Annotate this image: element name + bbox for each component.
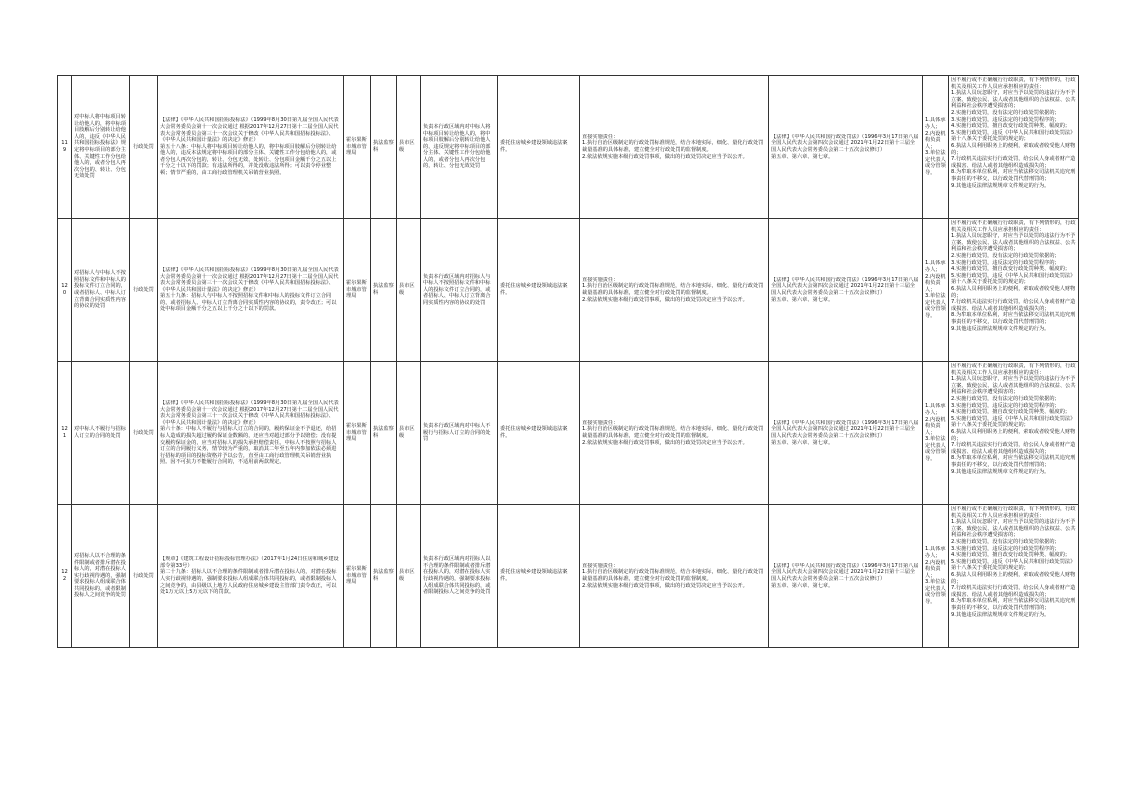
item-name: 对中标人将中标项目转让给他人的，将中标项目肢解后分别转让给他人的，违反《中华人民共和国招标投标法》规定将中标项目的部分主体、关键性工作分包给他人的，或者分包人再次分包的、转让、分包无效处罚 bbox=[72, 76, 130, 219]
implementing-unit: 执法监察科 bbox=[371, 219, 397, 362]
admin-level: 县市区级 bbox=[397, 219, 421, 362]
liability-clauses: 因不履行或不正确履行行政职责，有下列情形的，行政机关及相关工作人员应承担相应的责任： 1.执法人员玩忽职守，对应当予以处罚的违法行为不予立案、致使公民、法人或者其他组织的合法权益、公共利益和社会秩序遭受损害的； 2.实施行政处罚，没有法定的行政处罚依据的； 3.实施行政处罚，违反法定的行政处罚程序的； 4.实施行政处罚，擅自改变行政处罚种类、幅度的； 5.实施行政处罚，违反《中华人民共和国行政处罚法》第十八条关于委托处罚的规定的； 6.执法人员利用职务上的便利，索取或者收受他人财物的； 7.行政机关违法实行行政处罚，给公民人身或者财产造成损害、给法人或者其他组织造成损失的； 8.为牟取本单位私利，对应当依法移交司法机关追究刑事责任的不移交，以行政处罚代替刑罚的； 9.其他违反法律法规规章文件规定的行为。 bbox=[949, 505, 1079, 648]
remark: 委托住房城乡建设领域违法案件。 bbox=[498, 362, 580, 505]
admin-level: 县市区级 bbox=[397, 76, 421, 219]
power-list-table-page bbox=[57, 75, 1079, 648]
row-number: 122 bbox=[58, 505, 72, 648]
legal-basis: 【法律】《中华人民共和国招标投标法》（1999年8月30日第九届全国人民代表大会常务委员会第十一次会议通过 根据2017年12月27日第十二届全国人民代表大会常务委员会第三十一次会议关于修改《中华人民共和国招标投标法》、《中华人民共和国计量法》的决定》修正） 第六十条：中标人不履行与招标人订立的合同的，履约保证金不予退还，给招标人造成的损失超过履约保证金数额的，还应当对超过部分予以赔偿；没有提交履约保证金的，应当对招标人的损失承担赔偿责任。中标人不按照与招标人订立的合同履行义务，情节较为严重的，取消其二年至五年内参加依法必须进行招标的项目的投标资格并予以公告，直至由工商行政管理机关吊销营业执照。因不可抗力不能履行合同的，不适用前两款规定。 bbox=[158, 362, 344, 505]
accountable-persons: 1.具体承办人； 2.内设机构负责人； 3.单位法定代表人或分管领导。 bbox=[923, 219, 949, 362]
item-name: 对招标人与中标人不按照招标文件和中标人的投标文件订立合同的，或者招标人、中标人订立背离合同实质性内容的协议的处罚 bbox=[72, 219, 130, 362]
department: 霍尔果斯市城市管理局 bbox=[344, 219, 371, 362]
power-list-table bbox=[57, 75, 1079, 648]
responsibility-basis: 【法律】《中华人民共和国行政处罚法》（1996年3月17日第八届全国人民代表大会第四次会议通过 2021年1月22日第十三届全国人民代表大会常务委员会第二十五次会议修订） 第五章、第六章、第七章。 bbox=[769, 505, 923, 648]
department: 霍尔果斯市城市管理局 bbox=[344, 505, 371, 648]
accountable-persons: 1.具体承办人； 2.内设机构负责人； 3.单位法定代表人或分管领导。 bbox=[923, 505, 949, 648]
department: 霍尔果斯市城市管理局 bbox=[344, 76, 371, 219]
item-type: 行政处罚 bbox=[130, 505, 158, 648]
admin-level: 县市区级 bbox=[397, 505, 421, 648]
accountable-persons: 1.具体承办人； 2.内设机构负责人； 3.单位法定代表人或分管领导。 bbox=[923, 362, 949, 505]
accountable-persons: 1.具体承办人； 2.内设机构负责人； 3.单位法定代表人或分管领导。 bbox=[923, 76, 949, 219]
row-number: 119 bbox=[58, 76, 72, 219]
implementing-unit: 执法监察科 bbox=[371, 505, 397, 648]
row-number: 120 bbox=[58, 219, 72, 362]
legal-basis: 【法律】《中华人民共和国招标投标法》（1999年8月30日第九届全国人民代表大会常务委员会第十一次会议通过 根据2017年12月27日第十二届全国人民代表大会常务委员会第三十一次会议关于修改《中华人民共和国招标投标法》、《中华人民共和国计量法》的决定》修正） 第五十九条：招标人与中标人不按照招标文件和中标人的投标文件订立合同的，或者招标人、中标人订立背离合同实质性内容的协议的，责令改正；可以处中标项目金额千分之五以上千分之十以下的罚款。 bbox=[158, 219, 344, 362]
responsibility-basis: 【法律】《中华人民共和国行政处罚法》（1996年3月17日第八届全国人民代表大会第四次会议通过 2021年1月22日第十三届全国人民代表大会常务委员会第二十五次会议修订） 第五章、第六章、第七章。 bbox=[769, 76, 923, 219]
table-row bbox=[58, 362, 1079, 505]
remark: 委托住房城乡建设领域违法案件。 bbox=[498, 76, 580, 219]
implementing-unit: 执法监察科 bbox=[371, 76, 397, 219]
scope-description: 负责本行政区域内对招标人以不合理的条件限制或者排斥潜在投标人的，对潜在投标人实行歧视待遇的，强制要求投标人组成联合体共同投标的，或者限制投标人之间竞争的处罚 bbox=[421, 505, 498, 648]
responsibility: 直接实施责任： 1.执行自治区级制定的行政处罚标准规范，结合本地实际，细化、量化行政处罚裁量基准的具体标准，建立健全对行政处罚的监督制度。 2.依法依规实施本级行政处罚事项，做出的行政处罚决定应当予以公开。 bbox=[580, 362, 769, 505]
table-row bbox=[58, 76, 1079, 219]
row-number: 121 bbox=[58, 362, 72, 505]
responsibility-basis: 【法律】《中华人民共和国行政处罚法》（1996年3月17日第八届全国人民代表大会第四次会议通过 2021年1月22日第十三届全国人民代表大会常务委员会第二十五次会议修订） 第五章、第六章、第七章。 bbox=[769, 219, 923, 362]
responsibility: 直接实施责任： 1.执行自治区级制定的行政处罚标准规范，结合本地实际，细化、量化行政处罚裁量基准的具体标准，建立健全对行政处罚的监督制度。 2.依法依规实施本级行政处罚事项，做出的行政处罚决定应当予以公开。 bbox=[580, 76, 769, 219]
scope-description: 负责本行政区域内对中标人不履行与招标人订立的合同的处罚 bbox=[421, 362, 498, 505]
item-type: 行政处罚 bbox=[130, 362, 158, 505]
legal-basis: 【法律】《中华人民共和国招标投标法》（1999年8月30日第九届全国人民代表大会常务委员会第十一次会议通过 根据2017年12月27日第十二届全国人民代表大会常务委员会第三十一次会议关于修改《中华人民共和国招标投标法》、《中华人民共和国计量法》的决定》修正） 第五十八条：中标人将中标项目转让给他人的，将中标项目肢解后分别转让给他人的，违反本法规定将中标项目的部分主体、关键性工作分包给他人的，或者分包人再次分包的，转让、分包无效，处转让、分包项目金额千分之五以上千分之十以下的罚款；有违法所得的，并处没收违法所得；可以责令停业整顿；情节严重的，由工商行政管理机关吊销营业执照。 bbox=[158, 76, 344, 219]
department: 霍尔果斯市城市管理局 bbox=[344, 362, 371, 505]
item-name: 对中标人不履行与招标人订立的合同的处罚 bbox=[72, 362, 130, 505]
remark: 委托住房城乡建设领域违法案件。 bbox=[498, 505, 580, 648]
item-type: 行政处罚 bbox=[130, 76, 158, 219]
admin-level: 县市区级 bbox=[397, 362, 421, 505]
responsibility: 直接实施责任： 1.执行自治区级制定的行政处罚标准规范，结合本地实际，细化、量化行政处罚裁量基准的具体标准，建立健全对行政处罚的监督制度。 2.依法依规实施本级行政处罚事项，做出的行政处罚决定应当予以公开。 bbox=[580, 219, 769, 362]
implementing-unit: 执法监察科 bbox=[371, 362, 397, 505]
remark: 委托住房城乡建设领域违法案件。 bbox=[498, 219, 580, 362]
item-type: 行政处罚 bbox=[130, 219, 158, 362]
scope-description: 负责本行政区域内对中标人将中标项目转让给他人的，将中标项目肢解后分别转让给他人的，违反规定将中标项目的部分主体、关键性工作分包给他人的，或者分包人再次分包的，转让、分包无效处罚 bbox=[421, 76, 498, 219]
item-name: 对招标人以不合理的条件限制或者排斥潜在投标人的，对潜在投标人实行歧视待遇的，强制要求投标人组成联合体共同投标的，或者限制投标人之间竞争的处罚 bbox=[72, 505, 130, 648]
legal-basis: 【规章】《建筑工程设计招标投标管理办法》（2017年1月24日住房和城乡建设部令第33号） 第二十九条：招标人以不合理的条件限制或者排斥潜在投标人的，对潜在投标人实行歧视待遇的，强制要求投标人组成联合体共同投标的，或者限制投标人之间竞争的，由县级以上地方人民政府住房城乡建设主管部门责令改正，可以处1万元以上5万元以下的罚款。 bbox=[158, 505, 344, 648]
table-row bbox=[58, 505, 1079, 648]
liability-clauses: 因不履行或不正确履行行政职责，有下列情形的，行政机关及相关工作人员应承担相应的责任： 1.执法人员玩忽职守，对应当予以处罚的违法行为不予立案、致使公民、法人或者其他组织的合法权益、公共利益和社会秩序遭受损害的； 2.实施行政处罚，没有法定的行政处罚依据的； 3.实施行政处罚，违反法定的行政处罚程序的； 4.实施行政处罚，擅自改变行政处罚种类、幅度的； 5.实施行政处罚，违反《中华人民共和国行政处罚法》第十八条关于委托处罚的规定的； 6.执法人员利用职务上的便利，索取或者收受他人财物的； 7.行政机关违法实行行政处罚，给公民人身或者财产造成损害、给法人或者其他组织造成损失的； 8.为牟取本单位私利，对应当依法移交司法机关追究刑事责任的不移交，以行政处罚代替刑罚的； 9.其他违反法律法规规章文件规定的行为。 bbox=[949, 219, 1079, 362]
scope-description: 负责本行政区域内对招标人与中标人不按照招标文件和中标人的投标文件订立合同的，或者招标人、中标人订立背离合同实质性内容的协议的处罚 bbox=[421, 219, 498, 362]
table-row bbox=[58, 219, 1079, 362]
responsibility-basis: 【法律】《中华人民共和国行政处罚法》（1996年3月17日第八届全国人民代表大会第四次会议通过 2021年1月22日第十三届全国人民代表大会常务委员会第二十五次会议修订） 第五章、第六章、第七章。 bbox=[769, 362, 923, 505]
liability-clauses: 因不履行或不正确履行行政职责，有下列情形的，行政机关及相关工作人员应承担相应的责任： 1.执法人员玩忽职守，对应当予以处罚的违法行为不予立案、致使公民、法人或者其他组织的合法权益、公共利益和社会秩序遭受损害的； 2.实施行政处罚，没有法定的行政处罚依据的； 3.实施行政处罚，违反法定的行政处罚程序的； 4.实施行政处罚，擅自改变行政处罚种类、幅度的； 5.实施行政处罚，违反《中华人民共和国行政处罚法》第十八条关于委托处罚的规定的； 6.执法人员利用职务上的便利，索取或者收受他人财物的； 7.行政机关违法实行行政处罚，给公民人身或者财产造成损害、给法人或者其他组织造成损失的； 8.为牟取本单位私利，对应当依法移交司法机关追究刑事责任的不移交，以行政处罚代替刑罚的； 9.其他违反法律法规规章文件规定的行为。 bbox=[949, 362, 1079, 505]
responsibility: 直接实施责任： 1.执行自治区级制定的行政处罚标准规范，结合本地实际，细化、量化行政处罚裁量基准的具体标准，建立健全对行政处罚的监督制度。 2.依法依规实施本级行政处罚事项，做出的行政处罚决定应当予以公开。 bbox=[580, 505, 769, 648]
liability-clauses: 因不履行或不正确履行行政职责，有下列情形的，行政机关及相关工作人员应承担相应的责任： 1.执法人员玩忽职守，对应当予以处罚的违法行为不予立案、致使公民、法人或者其他组织的合法权益、公共利益和社会秩序遭受损害的； 2.实施行政处罚，没有法定的行政处罚依据的； 3.实施行政处罚，违反法定的行政处罚程序的； 4.实施行政处罚，擅自改变行政处罚种类、幅度的； 5.实施行政处罚，违反《中华人民共和国行政处罚法》第十八条关于委托处罚的规定的； 6.执法人员利用职务上的便利，索取或者收受他人财物的； 7.行政机关违法实行行政处罚，给公民人身或者财产造成损害、给法人或者其他组织造成损失的； 8.为牟取本单位私利，对应当依法移交司法机关追究刑事责任的不移交，以行政处罚代替刑罚的； 9.其他违反法律法规规章文件规定的行为。 bbox=[949, 76, 1079, 219]
